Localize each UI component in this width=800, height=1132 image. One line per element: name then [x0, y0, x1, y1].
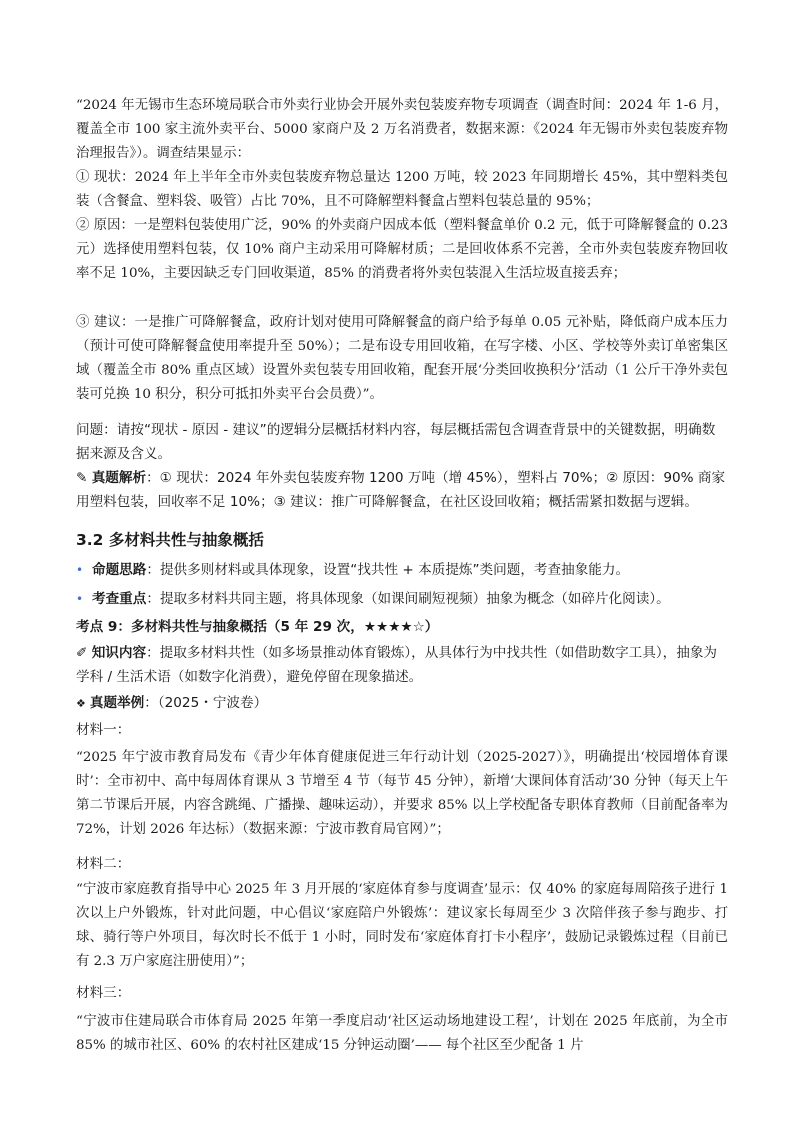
- example-text: ：（2025・宁波卷）: [144, 695, 268, 711]
- material-two-label: 材料二：: [76, 856, 131, 872]
- material-one-label: 材料一：: [76, 722, 131, 738]
- status-paragraph: ① 现状：2024 年上半年全市外卖包装废弃物总量达 1200 万吨，较 2023 年同期增长 45%，其中塑料类包装（含餐盒、塑料袋、吸管）占比 70%，且不可降解塑料餐盒占塑料包装总量的 95%；: [76, 170, 728, 209]
- cause-paragraph: ② 原因：一是塑料包装使用广泛，90% 的外卖商户因成本低（塑料餐盒单价 0.2 元，低于可降解餐盒的 0.23 元）选择使用塑料包装，仅 10% 商户主动采用可降解材质；二是回收体系不完善，全市外卖包装废弃物回收率不足 10%，主要因缺乏专门回收渠道，85% 的消费者将外卖包装混入生活垃圾直接丢弃；: [76, 218, 728, 281]
- bullet-label: 考查重点: [92, 591, 147, 607]
- knowledge-label: 知识内容: [91, 645, 147, 661]
- bullet-focus: [76, 587, 728, 611]
- knowledge-text: ：提取多材料共性（如多场景推动体育锻炼），从具体行为中找共性（如借助数字工具），抽象为学科 / 生活术语（如数字化消费），避免停留在现象描述。: [76, 645, 718, 685]
- analysis-paragraph: [76, 466, 728, 514]
- analysis-label: 真题解析: [91, 470, 147, 486]
- pencil-icon: ✎: [76, 470, 88, 486]
- material-one-text: “2025 年宁波市教育局发布《青少年体育健康促进三年行动计划（2025-2027）》，明确提出‘校园增体育课时’：全市初中、高中每周体育课从 3 节增至 4 节（每节 45 分钟），新增‘大课间体育活动’30 分钟（每天上午第二节课后开展，内容含跳绳、广播操、趣味运动），并要求 85% 以上学校配备专职体育教师（目前配备率为 72%，计划 2026 年达标）（数据来源：宁波市教育局官网）”；: [76, 750, 728, 837]
- example-line: [76, 691, 728, 716]
- material-three-text: “宁波市住建局联合市体育局 2025 年第一季度启动‘社区运动场地建设工程’，计划在 2025 年底前，为全市 85% 的城市社区、60% 的农村社区建成‘15 分钟运动圈’—— 每个社区至少配备 1 片: [76, 1014, 728, 1053]
- pen-icon: ✐: [76, 645, 88, 661]
- knowledge-paragraph: [76, 641, 728, 689]
- diamond-icon: ❖: [76, 697, 86, 710]
- analysis-text: ：① 现状：2024 年外卖包装废弃物 1200 万吨（增 45%），塑料占 70%；② 原因：90% 商家用塑料包装，回收率不足 10%；③ 建议：推广可降解餐盒，在社区设回收箱；概括需紧扣数据与逻辑。: [76, 470, 726, 510]
- question-text: 问题：请按“现状 - 原因 - 建议”的逻辑分层概括材料内容，每层概括需包含调查背景中的关键数据，明确数据来源及含义。: [76, 422, 716, 462]
- bullet-text: ：提供多则材料或具体现象，设置“找共性 + 本质提炼”类问题，考查抽象能力。: [146, 562, 630, 578]
- bullet-label: 命题思路: [92, 562, 147, 578]
- bullet-text: ：提取多材料共同主题，将具体现象（如课间刷短视频）抽象为概念（如碎片化阅读）。: [146, 591, 670, 607]
- material-two-text: “宁波市家庭教育指导中心 2025 年 3 月开展的‘家庭体育参与度调查’显示：仅 40% 的家庭每周陪孩子进行 1 次以上户外锻炼，针对此问题，中心倡议‘家庭陪户外锻炼’：建议家长每周至少 3 次陪伴孩子参与跑步、打球、骑行等户外项目，每次时长不低于 1 小时，同时发布‘家庭体育打卡小程序’，鼓励记录锻炼过程（目前已有 2.3 万户家庭注册使用）”；: [76, 882, 728, 969]
- material-intro: “2024 年无锡市生态环境局联合市外卖行业协会开展外卖包装废弃物专项调查（调查时间：2024 年 1-6 月，覆盖全市 100 家主流外卖平台、5000 家商户及 2 万名消费者，数据来源：《2024 年无锡市外卖包装废弃物治理报告》）。调查结果显示：: [76, 98, 728, 161]
- suggestion-paragraph: ③ 建议：一是推广可降解餐盒，政府计划对使用可降解餐盒的商户给予每单 0.05 元补贴，降低商户成本压力（预计可使可降解餐盒使用率提升至 50%）；二是布设专用回收箱，在写字楼、小区、学校等外卖订单密集区域（覆盖全市 80% 重点区域）设置外卖包装专用回收箱，配套开展‘分类回收换积分’活动（1 公斤干净外卖包装可兑换 10 积分，积分可抵扣外卖平台会员费）”。: [76, 315, 728, 402]
- bullet-proposition: [76, 558, 728, 582]
- example-label: 真题举例: [89, 695, 145, 711]
- bullet-dot-icon: •: [76, 592, 84, 606]
- bullet-dot-icon: •: [76, 563, 84, 577]
- material-three-label: 材料三：: [76, 985, 131, 1001]
- exam-point-title: 考点 9：多材料共性与抽象概括（5 年 29 次，★★★★☆）: [76, 619, 439, 635]
- section-heading: 3.2 多材料共性与抽象概括: [76, 531, 264, 549]
